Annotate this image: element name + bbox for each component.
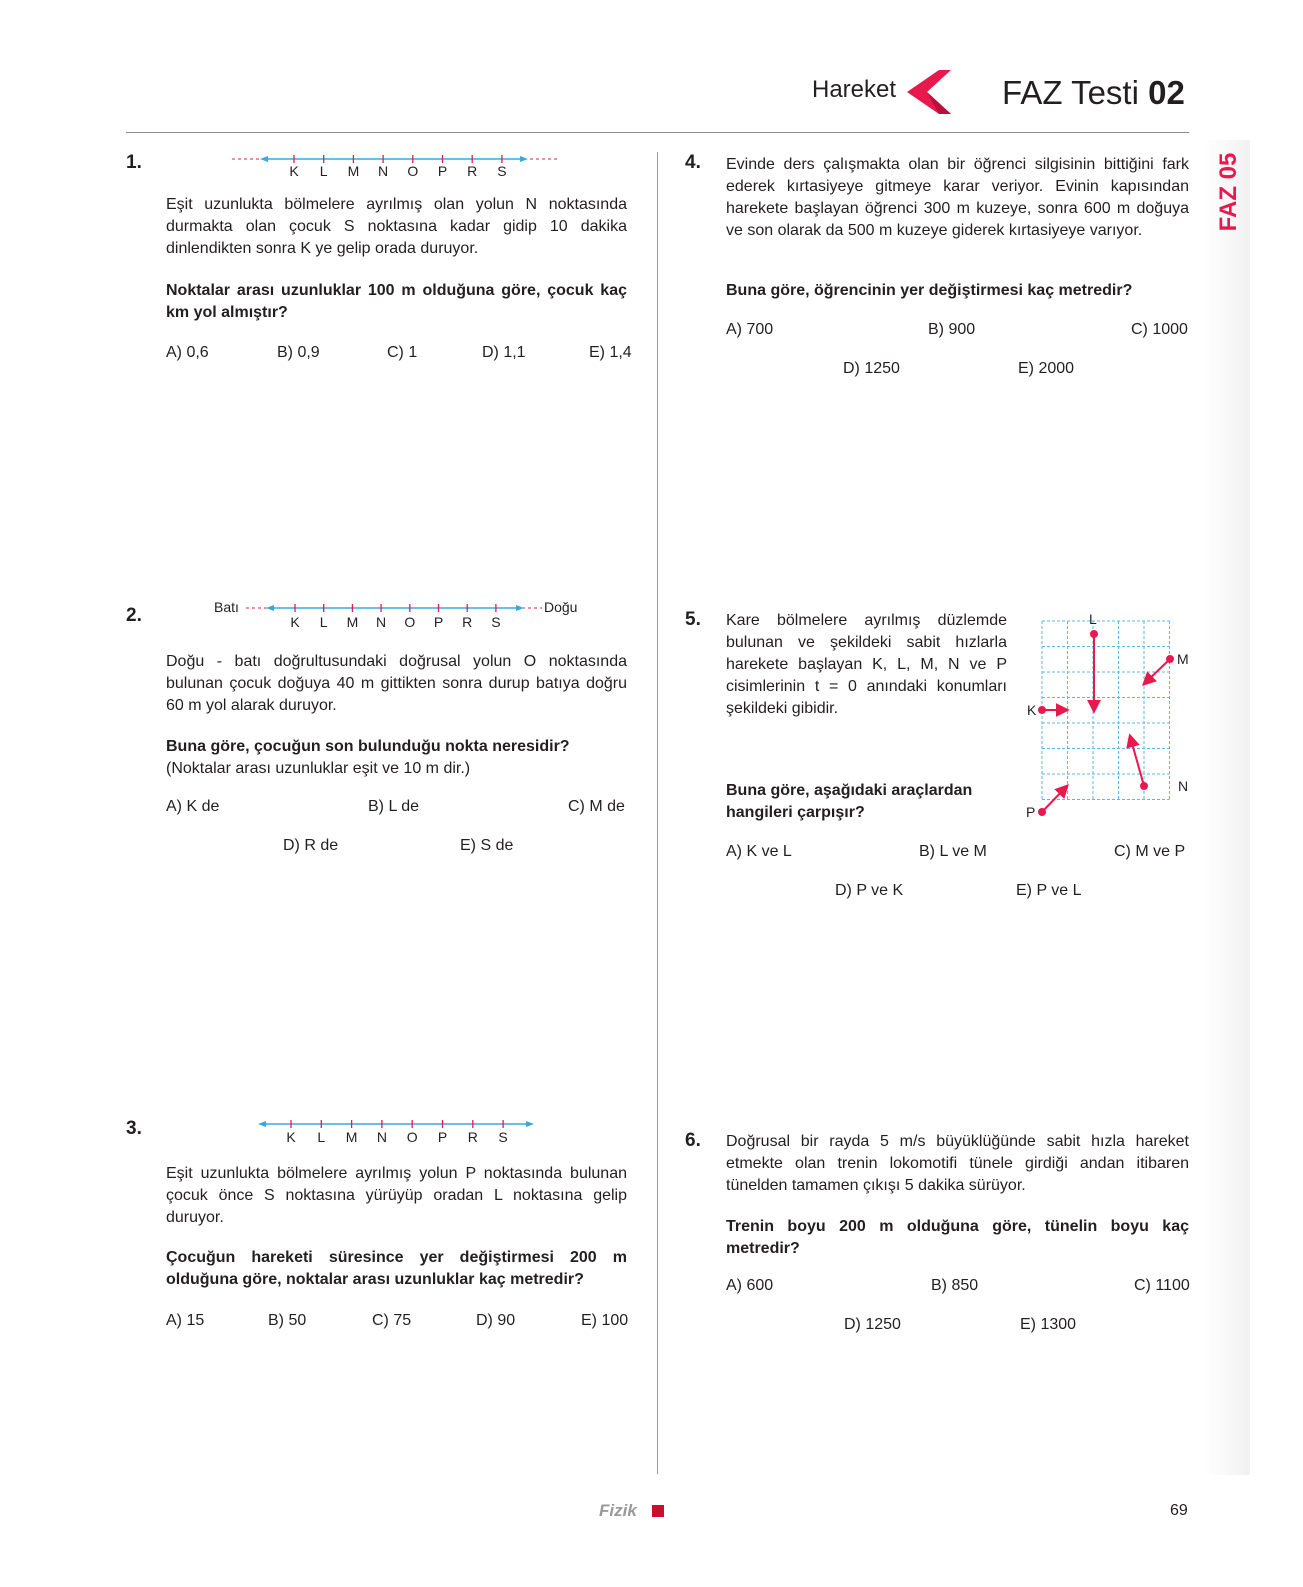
q5-option-e[interactable]: E) P ve L (1016, 882, 1082, 899)
svg-text:Batı: Batı (214, 599, 239, 615)
footer-subject: Fizik (599, 1501, 637, 1520)
q3-question: Çocuğun hareketi süresince yer değiştirmesi 200 m olduğuna göre, noktalar arası uzunluklar kaç metredir? (166, 1249, 627, 1288)
q6-text: Doğrusal bir rayda 5 m/s büyüklüğünde sabit hızla hareket etmekte olan trenin lokomotifi tünele girdiği andan itibaren tünelden tamamen çıkışı 5 dakika sürüyor. (726, 1133, 1189, 1194)
point-label-r: R (467, 163, 478, 179)
topic-label: Hareket (812, 76, 897, 103)
point-label-m: M (346, 614, 359, 630)
q1-option-c[interactable]: C) 1 (387, 344, 418, 361)
q6-option-a[interactable]: A) 600 (726, 1277, 774, 1294)
q3-number: 3. (126, 1118, 142, 1139)
point-label-r: R (467, 1129, 478, 1145)
q3-option-d[interactable]: D) 90 (476, 1312, 516, 1329)
q2-line-diagram (200, 599, 600, 638)
q1-question: Noktalar arası uzunluklar 100 m olduğuna göre, çocuk kaç km yol almıştır? (166, 282, 627, 321)
point-label-k: K (286, 1129, 296, 1145)
point-label-s: S (498, 1129, 508, 1145)
q4-option-e[interactable]: E) 2000 (1018, 360, 1075, 377)
q4-option-a[interactable]: A) 700 (726, 321, 774, 338)
svg-text:P: P (1026, 804, 1036, 820)
q5-number: 5. (685, 609, 701, 630)
q1-option-a[interactable]: A) 0,6 (166, 344, 209, 361)
column-divider (657, 152, 658, 1474)
side-label-text: FAZ 05 (1215, 152, 1242, 232)
q4-option-b[interactable]: B) 900 (928, 321, 976, 338)
q2-option-b[interactable]: B) L de (368, 798, 419, 815)
q3-option-e[interactable]: E) 100 (581, 1312, 629, 1329)
point-label-l: L (319, 614, 328, 630)
q5-option-d[interactable]: D) P ve K (835, 882, 904, 899)
q1-text: Eşit uzunlukta bölmelere ayrılmış olan yolun N noktasında durmakta olan çocuk S noktasına kadar gidip 10 dakika dinlendikten sonra K ye gelip orada duruyor. (166, 196, 627, 257)
q2-option-c[interactable]: C) M de (568, 798, 625, 815)
point-label-o: O (407, 163, 419, 179)
point-label-m: M (347, 163, 360, 179)
point-label-n: N (378, 163, 389, 179)
page-number: 69 (1170, 1502, 1188, 1519)
q5-option-a[interactable]: A) K ve L (726, 843, 792, 860)
q3-text: Eşit uzunlukta bölmelere ayrılmış yolun P noktasında bulunan çocuk önce S noktasına yürüyüp oradan L noktasına gelip duruyor. (166, 1165, 627, 1226)
side-label (1204, 150, 1250, 260)
q6-option-c[interactable]: C) 1100 (1134, 1277, 1190, 1294)
point-label-n: N (376, 1129, 387, 1145)
q6-number: 6. (685, 1130, 701, 1151)
q3-option-c[interactable]: C) 75 (372, 1312, 412, 1329)
point-label-l: L (319, 163, 328, 179)
test-title-prefix: FAZ Testi (1002, 74, 1139, 111)
q4-option-c[interactable]: C) 1000 (1131, 321, 1188, 338)
point-label-r: R (462, 614, 473, 630)
q4-question: Buna göre, öğrencinin yer değiştirmesi kaç metredir? (726, 282, 1133, 299)
footer-square-icon (652, 1505, 664, 1517)
q6-option-e[interactable]: E) 1300 (1020, 1316, 1077, 1333)
q4-option-d[interactable]: D) 1250 (843, 360, 900, 377)
svg-text:K: K (1027, 702, 1037, 718)
q6-option-d[interactable]: D) 1250 (844, 1316, 901, 1333)
point-label-s: S (497, 163, 507, 179)
chevron-logo-icon (905, 68, 951, 121)
q5-text: Kare bölmelere ayrılmış düzlemde bulunan ve şekildeki sabit hızlarla harekete başlayan K, L, M, N ve P cisimlerinin t = 0 anındaki konumları şekildeki gibidir. (726, 612, 1007, 717)
q2-question: Buna göre, çocuğun son bulunduğu nokta neresidir? (166, 738, 570, 755)
side-strip (1204, 140, 1250, 1475)
q2-note: (Noktalar arası uzunluklar eşit ve 10 m dir.) (166, 760, 471, 777)
q5-option-c[interactable]: C) M ve P (1114, 843, 1186, 860)
svg-text:N: N (1178, 778, 1189, 794)
q1-option-e[interactable]: E) 1,4 (589, 344, 632, 361)
q6-option-b[interactable]: B) 850 (931, 1277, 979, 1294)
q4-text: Evinde ders çalışmakta olan bir öğrenci silgisinin bittiğini fark ederek kırtasiyeye gitmeye karar veriyor. Evinin kapısından harekete başlayan öğrenci 300 m kuzeye, sonra 600 m doğuya ve son olarak da 500 m kuzeye giderek kırtasiyeye varıyor. (726, 156, 1189, 239)
q2-option-e[interactable]: E) S de (460, 837, 514, 854)
point-label-l: L (317, 1129, 326, 1145)
svg-text:L: L (1089, 611, 1097, 627)
q3-option-b[interactable]: B) 50 (268, 1312, 307, 1329)
point-label-k: K (290, 614, 300, 630)
q1-option-d[interactable]: D) 1,1 (482, 344, 526, 361)
point-label-s: S (491, 614, 501, 630)
point-label-o: O (404, 614, 416, 630)
q6-question: Trenin boyu 200 m olduğuna göre, tünelin boyu kaç metredir? (726, 1218, 1189, 1257)
point-label-m: M (345, 1129, 358, 1145)
q3-line-diagram (258, 1118, 538, 1153)
q2-text: Doğu - batı doğrultusundaki doğrusal yolun O noktasında bulunan çocuk doğuya 40 m gittikten sonra durup batıya doğru 60 m yol alarak duruyor. (166, 653, 627, 714)
test-title (1002, 74, 1185, 112)
point-label-k: K (289, 163, 299, 179)
point-label-p: P (437, 1129, 448, 1145)
q3-option-a[interactable]: A) 15 (166, 1312, 205, 1329)
point-label-o: O (406, 1129, 418, 1145)
q5-question: Buna göre, aşağıdaki araçlardan hangileri çarpışır? (726, 782, 973, 821)
q1-option-b[interactable]: B) 0,9 (277, 344, 320, 361)
q2-option-d[interactable]: D) R de (283, 837, 339, 854)
q2-option-a[interactable]: A) K de (166, 798, 220, 815)
q5-grid-diagram (1012, 606, 1202, 826)
point-label-p: P (437, 163, 448, 179)
q2-number: 2. (126, 605, 142, 626)
header-divider (126, 132, 1189, 133)
point-label-n: N (376, 614, 387, 630)
q5-option-b[interactable]: B) L ve M (919, 843, 987, 860)
q1-number: 1. (126, 152, 142, 173)
point-label-p: P (433, 614, 444, 630)
svg-text:M: M (1177, 651, 1189, 667)
test-title-number: 02 (1148, 74, 1185, 111)
q1-line-diagram (232, 154, 562, 189)
svg-text:Doğu: Doğu (544, 599, 578, 615)
q4-number: 4. (685, 152, 701, 173)
